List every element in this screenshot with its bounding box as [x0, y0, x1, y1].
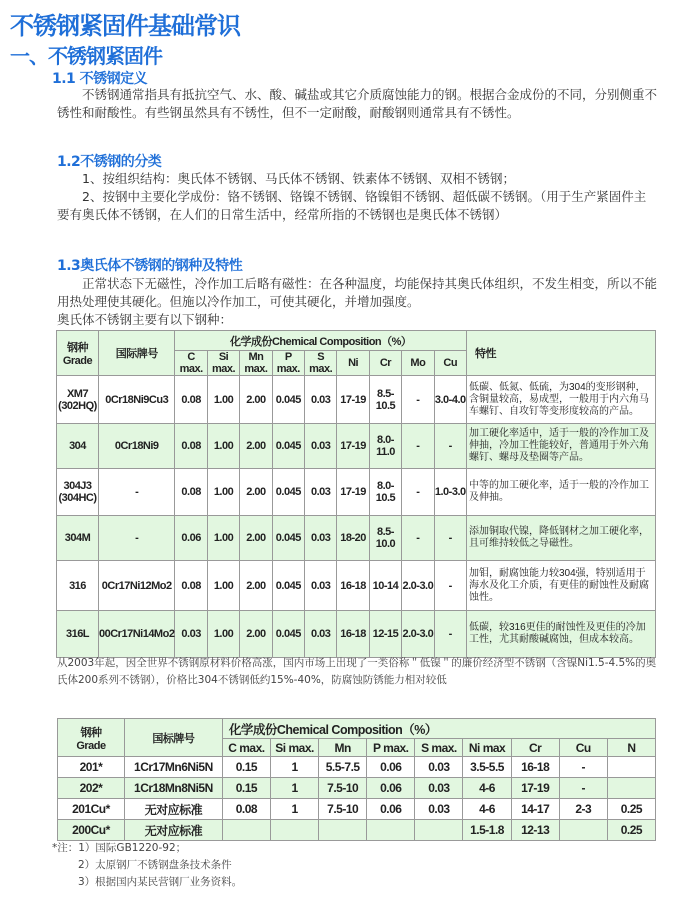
header-col: Cr	[511, 739, 559, 757]
value-cell: -	[434, 516, 466, 561]
value-cell: -	[434, 561, 466, 611]
austenitic-text: 正常状态下无磁性，冷作加工后略有磁性：在各种温度，均能保持其奥氏体组织，不发生相变，所以不能用热处理使其硬化。但施以冷作加工，可使其硬化，并增加强度。	[57, 276, 658, 309]
value-cell: 0.06	[367, 799, 415, 820]
value-cell: 0.045	[272, 469, 304, 516]
header-col: C max.	[222, 739, 270, 757]
value-cell: 1	[271, 778, 319, 799]
value-cell: 0.08	[175, 376, 207, 424]
value-cell: 0.08	[175, 424, 207, 469]
value-cell: 2.00	[240, 611, 272, 658]
note-3: 3）根据国内某民营钢厂业务资料。	[78, 876, 243, 888]
standard-cell: 00Cr17Ni14Mo2	[99, 611, 175, 658]
standard-cell: 无对应标准	[124, 799, 222, 820]
subheading-austenitic: 1.3奥氏体不锈钢的钢种及特性	[57, 258, 243, 274]
value-cell: 1	[271, 799, 319, 820]
standard-cell: -	[99, 516, 175, 561]
value-cell	[271, 820, 319, 841]
value-cell: 4-6	[463, 778, 511, 799]
value-cell: -	[434, 611, 466, 658]
value-cell: 17-19	[337, 469, 369, 516]
value-cell: 1.5-1.8	[463, 820, 511, 841]
value-cell: 0.25	[607, 820, 655, 841]
header-standard: 国标牌号	[124, 719, 222, 757]
header-col: Ni	[337, 351, 369, 376]
value-cell: 0.03	[305, 611, 337, 658]
header-col: Ni max	[463, 739, 511, 757]
value-cell: 0.06	[367, 757, 415, 778]
header-composition: 化学成份Chemical Composition（%）	[175, 331, 467, 351]
value-cell: 1.0-3.0	[434, 469, 466, 516]
value-cell: 2.00	[240, 516, 272, 561]
value-cell: 7.5-10	[319, 778, 367, 799]
header-col: N	[607, 739, 655, 757]
grade-cell: 304	[57, 424, 99, 469]
low-nickel-note: 从2003年起，因全世界不锈钢原材料价格高涨，国内市场上出现了一类俗称＂低镍＂的廉价经济型不锈钢（含镍Ni1.5-4.5%的奥氏体200系列不锈钢），价格比304不锈钢低约15%-40%，防腐蚀防锈能力相对较低	[57, 657, 657, 686]
value-cell: 10-14	[369, 561, 401, 611]
header-standard: 国际牌号	[99, 331, 175, 376]
austenitic-intro: 奥氏体不锈钢主要有以下钢种：	[57, 312, 233, 327]
header-features: 特性	[466, 331, 655, 376]
value-cell: 1.00	[207, 376, 239, 424]
table-row	[57, 561, 656, 611]
standard-cell: 0Cr18Ni9	[99, 424, 175, 469]
value-cell: -	[559, 778, 607, 799]
low-nickel-grades-table	[57, 718, 656, 841]
note-2: 2）太原钢厂不锈钢盘条技术条件	[78, 859, 232, 871]
value-cell: -	[434, 424, 466, 469]
header-col: P max.	[367, 739, 415, 757]
value-cell: 14-17	[511, 799, 559, 820]
value-cell: 8.0-11.0	[369, 424, 401, 469]
header-composition: 化学成份Chemical Composition（%）	[222, 719, 655, 739]
value-cell: 16-18	[511, 757, 559, 778]
value-cell	[607, 757, 655, 778]
header-col: Mn	[319, 739, 367, 757]
value-cell: 2.0-3.0	[402, 611, 434, 658]
table-row	[57, 611, 656, 658]
standard-cell: 1Cr18Mn8Ni5N	[124, 778, 222, 799]
value-cell: 2.00	[240, 561, 272, 611]
value-cell: -	[402, 376, 434, 424]
feature-cell: 加钼，耐腐蚀能力较304强，特别适用于海水及化工介质，有更佳的耐蚀性及耐腐蚀性。	[466, 561, 655, 611]
note-1: *注：1）国际GB1220-92；	[52, 842, 187, 854]
grade-cell: 201Cu*	[58, 799, 125, 820]
value-cell: 0.03	[415, 778, 463, 799]
value-cell: 1.00	[207, 516, 239, 561]
value-cell: 0.08	[175, 561, 207, 611]
table-row	[57, 424, 656, 469]
value-cell	[319, 820, 367, 841]
value-cell: 0.06	[367, 778, 415, 799]
classification-line-2: 2、按钢中主要化学成份：铬不锈钢、铬镍不锈钢、铬镍钼不锈钢、超低碳不锈钢。（用于生产紧固件主要有奥氏体不锈钢，在人们的日常生活中，经常所指的不锈钢也是奥氏体不锈钢）	[57, 189, 647, 222]
table-row	[57, 376, 656, 424]
table-row	[58, 799, 656, 820]
header-col: Mo	[402, 351, 434, 376]
header-grade: 钢种 Grade	[58, 719, 125, 757]
value-cell: 8.5-10.5	[369, 376, 401, 424]
value-cell: 2.00	[240, 424, 272, 469]
value-cell: 0.03	[415, 757, 463, 778]
header-col: Cu	[559, 739, 607, 757]
value-cell: 0.045	[272, 561, 304, 611]
subheading-definition: 1.1 不锈钢定义	[52, 71, 148, 87]
subheading-classification: 1.2不锈钢的分类	[57, 154, 162, 170]
value-cell: 2-3	[559, 799, 607, 820]
value-cell: 1.00	[207, 424, 239, 469]
header-col: Cr	[369, 351, 401, 376]
value-cell: 12-15	[369, 611, 401, 658]
value-cell: 0.15	[222, 757, 270, 778]
value-cell: 2.00	[240, 376, 272, 424]
value-cell: 1.00	[207, 561, 239, 611]
value-cell: 0.03	[305, 561, 337, 611]
header-col: C max.	[175, 351, 207, 376]
table-row	[57, 516, 656, 561]
value-cell: 17-19	[337, 376, 369, 424]
value-cell	[607, 778, 655, 799]
austenitic-grades-table	[56, 330, 656, 658]
classification-line-1: 1、按组织结构：奥氏体不锈钢、马氏体不锈钢、铁素体不锈钢、双相不锈钢；	[82, 171, 515, 186]
table-row	[58, 757, 656, 778]
value-cell: 16-18	[337, 611, 369, 658]
feature-cell: 低碳，较316更佳的耐蚀性及更佳的冷加工性，尤其耐酸碱腐蚀，但成本较高。	[466, 611, 655, 658]
feature-cell: 低碳、低氮、低硫，为304的变形钢种，含铜量较高，易成型，一般用于内六角马车螺钉、自攻钉等变形度较高的产品。	[466, 376, 655, 424]
value-cell: 0.045	[272, 376, 304, 424]
value-cell: -	[402, 516, 434, 561]
page-title: 不锈钢紧固件基础常识	[10, 12, 240, 40]
value-cell: 0.03	[415, 799, 463, 820]
value-cell: 1	[271, 757, 319, 778]
value-cell: 0.08	[222, 799, 270, 820]
grade-cell: XM7 (302HQ)	[57, 376, 99, 424]
value-cell: 18-20	[337, 516, 369, 561]
header-col: S max.	[305, 351, 337, 376]
grade-cell: 316	[57, 561, 99, 611]
standard-cell: 0Cr17Ni12Mo2	[99, 561, 175, 611]
value-cell: 0.03	[305, 376, 337, 424]
section-heading: 一、不锈钢紧固件	[10, 44, 162, 68]
grade-cell: 201*	[58, 757, 125, 778]
value-cell: 2.0-3.0	[402, 561, 434, 611]
value-cell: 0.25	[607, 799, 655, 820]
value-cell: 0.15	[222, 778, 270, 799]
value-cell	[415, 820, 463, 841]
value-cell: 17-19	[511, 778, 559, 799]
value-cell: 0.03	[175, 611, 207, 658]
value-cell	[367, 820, 415, 841]
value-cell: 0.045	[272, 424, 304, 469]
feature-cell: 添加铜取代镍，降低钢材之加工硬化率，且可维持较低之导磁性。	[466, 516, 655, 561]
value-cell: 0.03	[305, 516, 337, 561]
value-cell: -	[559, 757, 607, 778]
feature-cell: 中等的加工硬化率，适于一般的冷作加工及伸抽。	[466, 469, 655, 516]
value-cell: 0.03	[305, 469, 337, 516]
table-row	[58, 778, 656, 799]
value-cell: 0.06	[175, 516, 207, 561]
value-cell: 0.08	[175, 469, 207, 516]
grade-cell: 316L	[57, 611, 99, 658]
value-cell: 0.045	[272, 611, 304, 658]
value-cell: 7.5-10	[319, 799, 367, 820]
table-row	[58, 820, 656, 841]
header-grade: 钢种 Grade	[57, 331, 99, 376]
standard-cell: 1Cr17Mn6Ni5N	[124, 757, 222, 778]
value-cell: 12-13	[511, 820, 559, 841]
header-col: Si max.	[271, 739, 319, 757]
value-cell	[222, 820, 270, 841]
grade-cell: 200Cu*	[58, 820, 125, 841]
header-col: Si max.	[207, 351, 239, 376]
table-row	[57, 469, 656, 516]
header-col: Cu	[434, 351, 466, 376]
definition-text: 不锈钢通常指具有抵抗空气、水、酸、碱盐或其它介质腐蚀能力的钢。根据合金成份的不同，分别侧重不锈性和耐酸性。有些钢虽然具有不锈性，但不一定耐酸，耐酸钢则通常具有不锈性。	[57, 87, 658, 120]
value-cell: 3.5-5.5	[463, 757, 511, 778]
grade-cell: 304J3 (304HC)	[57, 469, 99, 516]
feature-cell: 加工硬化率适中，适于一般的冷作加工及伸抽，冷加工性能较好，普通用于外六角螺钉、螺母及垫圈等产品。	[466, 424, 655, 469]
value-cell: 1.00	[207, 611, 239, 658]
value-cell: -	[402, 424, 434, 469]
value-cell: 17-19	[337, 424, 369, 469]
value-cell: -	[402, 469, 434, 516]
standard-cell: 无对应标准	[124, 820, 222, 841]
value-cell: 1.00	[207, 469, 239, 516]
standard-cell: 0Cr18Ni9Cu3	[99, 376, 175, 424]
value-cell: 3.0-4.0	[434, 376, 466, 424]
value-cell: 8.0-10.5	[369, 469, 401, 516]
value-cell: 8.5-10.0	[369, 516, 401, 561]
grade-cell: 304M	[57, 516, 99, 561]
header-col: P max.	[272, 351, 304, 376]
value-cell: 0.045	[272, 516, 304, 561]
value-cell: 2.00	[240, 469, 272, 516]
value-cell	[559, 820, 607, 841]
value-cell: 16-18	[337, 561, 369, 611]
standard-cell: -	[99, 469, 175, 516]
value-cell: 5.5-7.5	[319, 757, 367, 778]
value-cell: 0.03	[305, 424, 337, 469]
header-col: Mn max.	[240, 351, 272, 376]
header-col: S max.	[415, 739, 463, 757]
grade-cell: 202*	[58, 778, 125, 799]
value-cell: 4-6	[463, 799, 511, 820]
